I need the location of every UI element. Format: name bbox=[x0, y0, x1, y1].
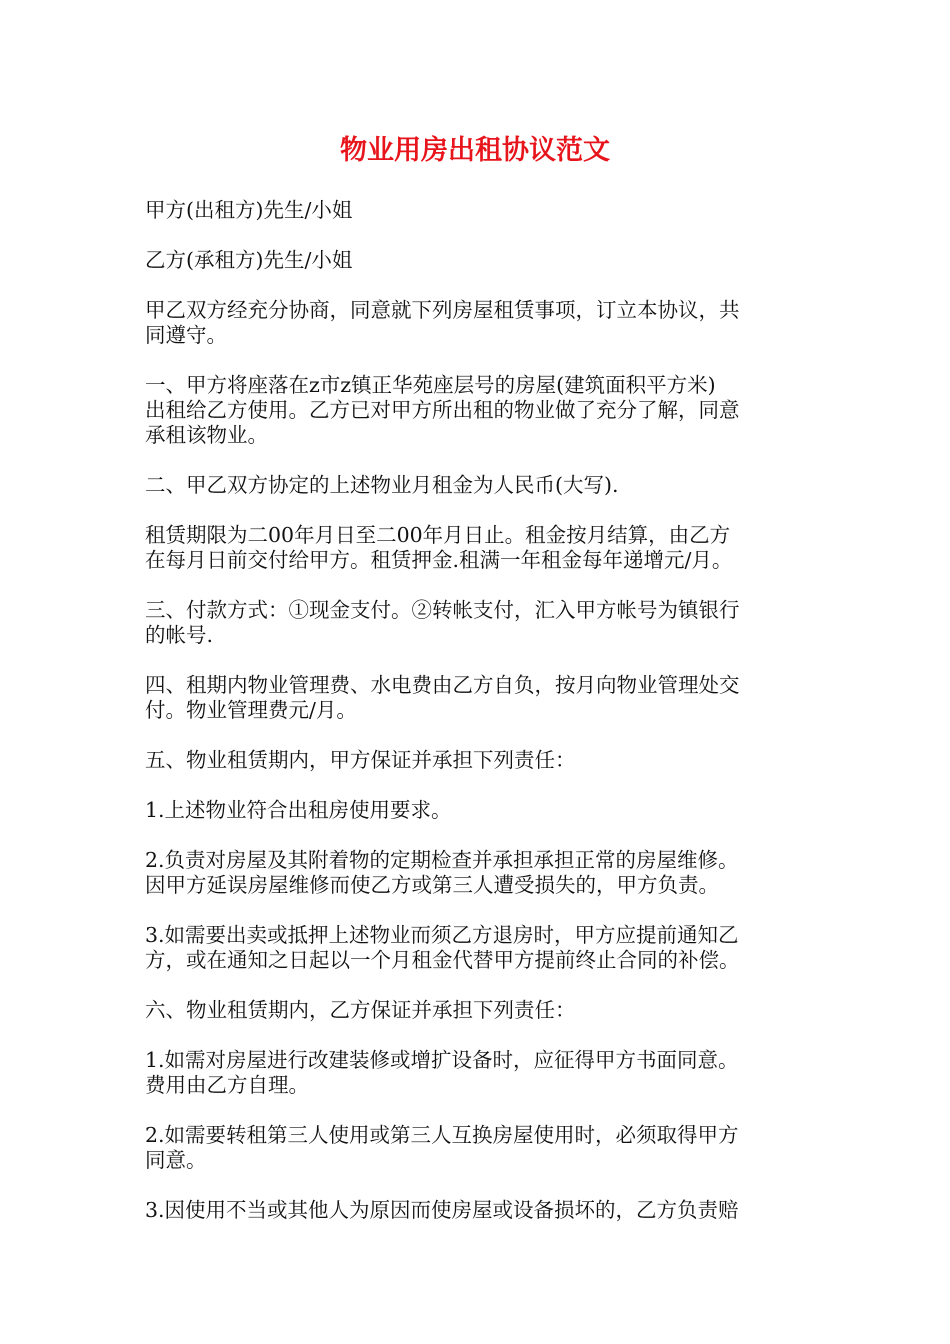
paragraph-line: 1.上述物业符合出租房使用要求。 bbox=[145, 798, 452, 822]
paragraph-line: 出租给乙方使用。乙方已对甲方所出租的物业做了充分了解，同意 bbox=[145, 398, 740, 422]
paragraph-line: 方，或在通知之日起以一个月租金代替甲方提前终止合同的补偿。 bbox=[145, 948, 740, 972]
paragraph-line: 3.如需要出卖或抵押上述物业而须乙方退房时，甲方应提前通知乙 bbox=[145, 923, 739, 947]
paragraph bbox=[145, 298, 809, 348]
document-body bbox=[145, 198, 809, 1248]
paragraph bbox=[145, 1048, 809, 1098]
paragraph bbox=[145, 598, 809, 648]
paragraph bbox=[145, 673, 809, 723]
paragraph bbox=[145, 248, 809, 273]
paragraph-line: 承租该物业。 bbox=[145, 423, 268, 447]
paragraph-line: 1.如需对房屋进行改建装修或增扩设备时，应征得甲方书面同意。 bbox=[145, 1048, 739, 1072]
paragraph-line: 3.因使用不当或其他人为原因而使房屋或设备损坏的，乙方负责赔 bbox=[145, 1198, 739, 1222]
paragraph-line: 乙方(承租方)先生/小姐 bbox=[145, 248, 353, 272]
paragraph bbox=[145, 1198, 809, 1223]
paragraph-line: 因甲方延误房屋维修而使乙方或第三人遭受损失的，甲方负责。 bbox=[145, 873, 719, 897]
paragraph bbox=[145, 923, 809, 973]
paragraph-line: 甲乙双方经充分协商，同意就下列房屋租赁事项，订立本协议，共 bbox=[145, 298, 740, 322]
paragraph-line: 三、付款方式：①现金支付。②转帐支付，汇入甲方帐号为镇银行 bbox=[145, 598, 740, 622]
paragraph-line: 五、物业租赁期内，甲方保证并承担下列责任： bbox=[145, 748, 576, 772]
paragraph-line: 付。物业管理费元/月。 bbox=[145, 698, 357, 722]
paragraph-line: 四、租期内物业管理费、水电费由乙方自负，按月向物业管理处交 bbox=[145, 673, 740, 697]
paragraph-line: 2.如需要转租第三人使用或第三人互换房屋使用时，必须取得甲方 bbox=[145, 1123, 739, 1147]
paragraph-line: 一、甲方将座落在z市z镇正华苑座层号的房屋(建筑面积平方米) bbox=[145, 373, 716, 397]
paragraph-line: 同遵守。 bbox=[145, 323, 227, 347]
paragraph bbox=[145, 748, 809, 773]
paragraph-line: 租赁期限为二00年月日至二00年月日止。租金按月结算，由乙方 bbox=[145, 523, 731, 547]
paragraph bbox=[145, 1123, 809, 1173]
paragraph bbox=[145, 373, 809, 448]
paragraph-line: 在每月日前交付给甲方。租赁押金.租满一年租金每年递增元/月。 bbox=[145, 548, 733, 572]
paragraph bbox=[145, 198, 809, 223]
paragraph bbox=[145, 798, 809, 823]
paragraph-line: 2.负责对房屋及其附着物的定期检查并承担承担正常的房屋维修。 bbox=[145, 848, 739, 872]
paragraph-line: 六、物业租赁期内，乙方保证并承担下列责任： bbox=[145, 998, 576, 1022]
paragraph bbox=[145, 848, 809, 898]
paragraph-line: 二、甲乙双方协定的上述物业月租金为人民币(大写). bbox=[145, 473, 619, 497]
document-title: 物业用房出租协议范文 bbox=[340, 135, 610, 166]
paragraph bbox=[145, 998, 809, 1023]
paragraph-line: 甲方(出租方)先生/小姐 bbox=[145, 198, 353, 222]
paragraph bbox=[145, 523, 809, 573]
paragraph-line: 的帐号. bbox=[145, 623, 214, 647]
paragraph-line: 同意。 bbox=[145, 1148, 207, 1172]
paragraph-line: 费用由乙方自理。 bbox=[145, 1073, 309, 1097]
paragraph bbox=[145, 473, 809, 498]
